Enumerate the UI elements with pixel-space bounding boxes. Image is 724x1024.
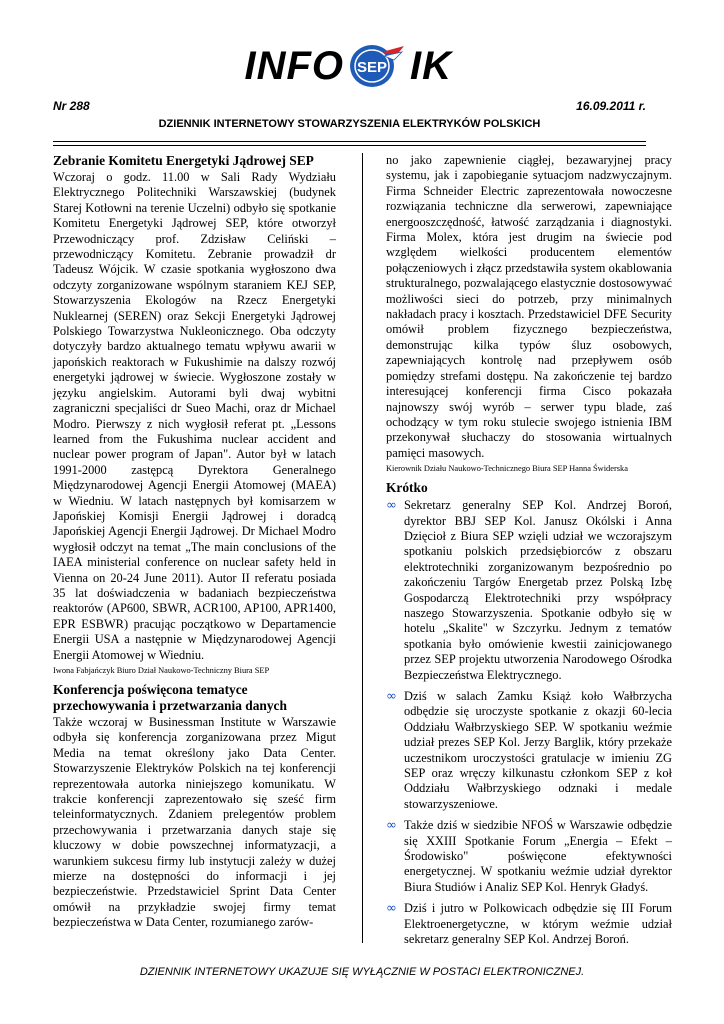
header-rule-thin: [53, 145, 646, 146]
list-item: [386, 689, 672, 812]
article-signature: Kierownik Działu Naukowo-Technicznego Biura SEP Hanna Świderska: [386, 464, 628, 474]
list-item: [386, 498, 672, 683]
article-title: Konferencja poświęcona tematyce przechowywania i przetwarzania danych: [53, 682, 287, 713]
article-body: Wczoraj o godz. 11.00 w Sali Rady Wydziału Elektrycznego Politechniki Warszawskiej (budynek Starej Kotłowni na terenie Uczelni) odbyło się spotkanie Komitetu Energetyki Jądrowej SEP, które otworzył Przewodniczący prof. Zdzisław Celiński – przewodniczący Komitetu. Zebranie prowadził dr Tadeusz Wójcik. W czasie spotkania wygłoszono dwa odczyty zorganizowane wspólnym staraniem KEJ SEP, Stowarzyszenia Ekologów na Rzecz Energetyki Nuklearnej (SEREN) oraz Sekcji Energetyki Jądrowej Polskiego Towarzystwa Nukleonicznego. Oba odczyty dotyczyły bardzo aktualnego tematu wpływu awarii w japońskich reaktorach w Fukushimie na dalszy rozwój energetyki jądrowej w świecie. Wygłoszone zostały w języku angielskim. Autorami byli dwaj wybitni zagraniczni specjaliści dr Sueo Machi, oraz dr Michael Modro. Pierwszy z nich wygłosił referat pt. „Lessons learned from the Fukushima nuclear accident and nuclear power program of Japan". Autor był w latach 1991-2000 zastępcą Dyrektora Generalnego Międzynarodowej Agencji Energii Atomowej (MAEA) w Wiedniu. W latach następnych był komisarzem w Japońskiej Komisji Energii Jądrowej i doradcą Japońskiej Agencji Energii Jądrowej. Dr Michael Modro wygłosił odczyt na temat „The main conclusions of the IAEA ministerial conference on nuclear safety held in Vienna on 20-24 June 2011). Autor II referatu posiada 35 lat doświadczenia w badaniach bezpieczeństwa reaktorów (AP600, SBWR, ACR100, AP100, APR1400, EPR ESBWR) pracując początkowo w Departamencie Energii USA a następnie w Międzynarodowej Agencji Energii Atomowej w Wiedniu.: [53, 170, 336, 662]
left-column: [53, 153, 336, 931]
short-news-section: [386, 480, 672, 947]
column-divider: [362, 153, 363, 943]
article-data-conference: [53, 682, 336, 931]
list-item-text: Dziś i jutro w Polkowicach odbędzie się III Forum Elektroenergetyczne, w którym weźmie udział sekretarz generalny SEP Kol. Andrzej Boroń.: [404, 901, 672, 947]
article-title: Zebranie Komitetu Energetyki Jądrowej SEP: [53, 153, 314, 168]
article-signature: Iwona Fabjańczyk Biuro Dział Naukowo-Techniczny Biura SEP: [53, 666, 270, 675]
issue-date: 16.09.2011 r.: [576, 99, 646, 113]
publication-subtitle: DZIENNIK INTERNETOWY STOWARZYSZENIA ELEKTRYKÓW POLSKICH: [158, 118, 541, 130]
footer-note: DZIENNIK INTERNETOWY UKAZUJE SIĘ WYŁĄCZNIE W POSTACI ELEKTRONICZNEJ.: [139, 966, 585, 978]
list-item-text: Sekretarz generalny SEP Kol. Andrzej Boroń, dyrektor BBJ SEP Kol. Janusz Okólski i Anna Dzięcioł z Biura SEP wzięli udział we wczorajszym spotkaniu polskich przedsiębiorców z obszaru elektrotechniki zorganizowanym bezpośrednio po zakończeniu Targów Energetab przez Polską Izbę Gospodarczą Elektrotechniki przy współpracy naszego Stowarzyszenia. Spotkanie odbyło się w hotelu „Skalite" w Szczyrku. Jednym z tematów spotkania było omówienie kwestii zainicjowanego przez SEP projektu utworzenia Narodowego Ośrodka Bezpieczeństwa Elektrycznego.: [404, 498, 672, 682]
list-item: [386, 901, 672, 947]
right-column: [386, 153, 672, 954]
infinity-bullet-icon: ∞: [386, 901, 397, 917]
infinity-bullet-icon: ∞: [386, 498, 397, 514]
sep-logo-text: SEP: [356, 59, 388, 76]
infinity-bullet-icon: ∞: [386, 818, 397, 834]
infinity-bullet-icon: ∞: [386, 689, 397, 704]
short-news-title: Krótko: [386, 480, 428, 496]
sep-logo-icon: [344, 42, 408, 90]
list-item-text: Dziś w salach Zamku Książ koło Wałbrzycha odbędzie się uroczyste spotkanie z okazji 60-lecia Oddziału Wałbrzyskiego SEP. W spotkaniu weźmie udział prezes SEP Kol. Jerzy Barglik, który przekaże uczestnikom uroczystości gratulacje w imieniu ZG SEP oraz wręczy kilkunastu członkom SEP z koł Oddziału Wałbrzyskiego odznaki i medale stowarzyszeniowe.: [404, 689, 672, 811]
list-item: [386, 818, 672, 895]
article-body-part2: no jako zapewnienie ciągłej, bezawaryjnej pracy systemu, jak i zapobieganie sytuacjom nadzwyczajnym. Firma Schneider Electric zaprezentowała nowoczesne rozwiązania techniczne dla serwerowi, zapewniające energooszczędność, łatwość zarządzania i diagnostyki. Firma Molex, która jest drugim na świecie pod względem wielkości producentem elementów połączeniowych i złącz przedstawiła system okablowania strukturalnego, pozwalającego elastycznie dostosowywać możliwości sieci do potrzeb, przy minimalnych nakładach pracy i kosztach. Przedstawiciel DFE Security omówił problem fizycznego bezpieczeństwa, demonstrując kilka typów śluz osobowych, zapewniających kontrolę nad przepływem osób pomiędzy strefami dostępu. Na zakończenie tej bardzo interesującej konferencji firma Cisco pokazała najnowszy swój wyrób – serwer typu blade, zaś ochodzący w tym roku stulecie swojego istnienia IBM przekonywał słuchaczy do stosowania wirtualnych pamięci masowych.: [386, 153, 672, 460]
header-rule-thick: [53, 141, 646, 142]
issue-number: Nr 288: [53, 99, 90, 113]
list-item-text: Także dziś w siedzibie NFOŚ w Warszawie odbędzie się XXIII Spotkanie Forum „Energia – Efekt – Środowisko" poświęcone efektywności energetycznej. W spotkaniu weźmie udział dyrektor Biura Studiów i Analiz SEP Kol. Henryk Gładyś.: [404, 818, 672, 894]
article-nuclear-committee: [53, 153, 336, 676]
short-news-list: [386, 498, 672, 947]
logo-text-right: IK: [410, 44, 452, 88]
masthead: [0, 40, 724, 94]
logo-text-left: INFO: [244, 44, 344, 88]
article-body-part1: Także wczoraj w Businessman Institute w Warszawie odbyła się konferencja zorganizowana przez Migut Media na temat określony jako Data Center. Stowarzyszenie Elektryków Polskich na tej konferencji reprezentowała autorka niniejszego komunikatu. W trakcie konferencji zaprezentowało się sześć firm teleinformatycznych. Zdaniem prelegentów problem przechowywania i przetwarzania danych staje się kluczowy w dobie powszechnej informatyzacji, a warunkiem sukcesu firmy lub instytucji zależy w dużej mierze na dostępności do informacji i jej bezpieczeństwie. Przedstawiciel Sprint Data Center omówił na przykładzie swojej firmy temat bezpieczeństwa w Data Center, rozumianego zarów-: [53, 715, 336, 930]
